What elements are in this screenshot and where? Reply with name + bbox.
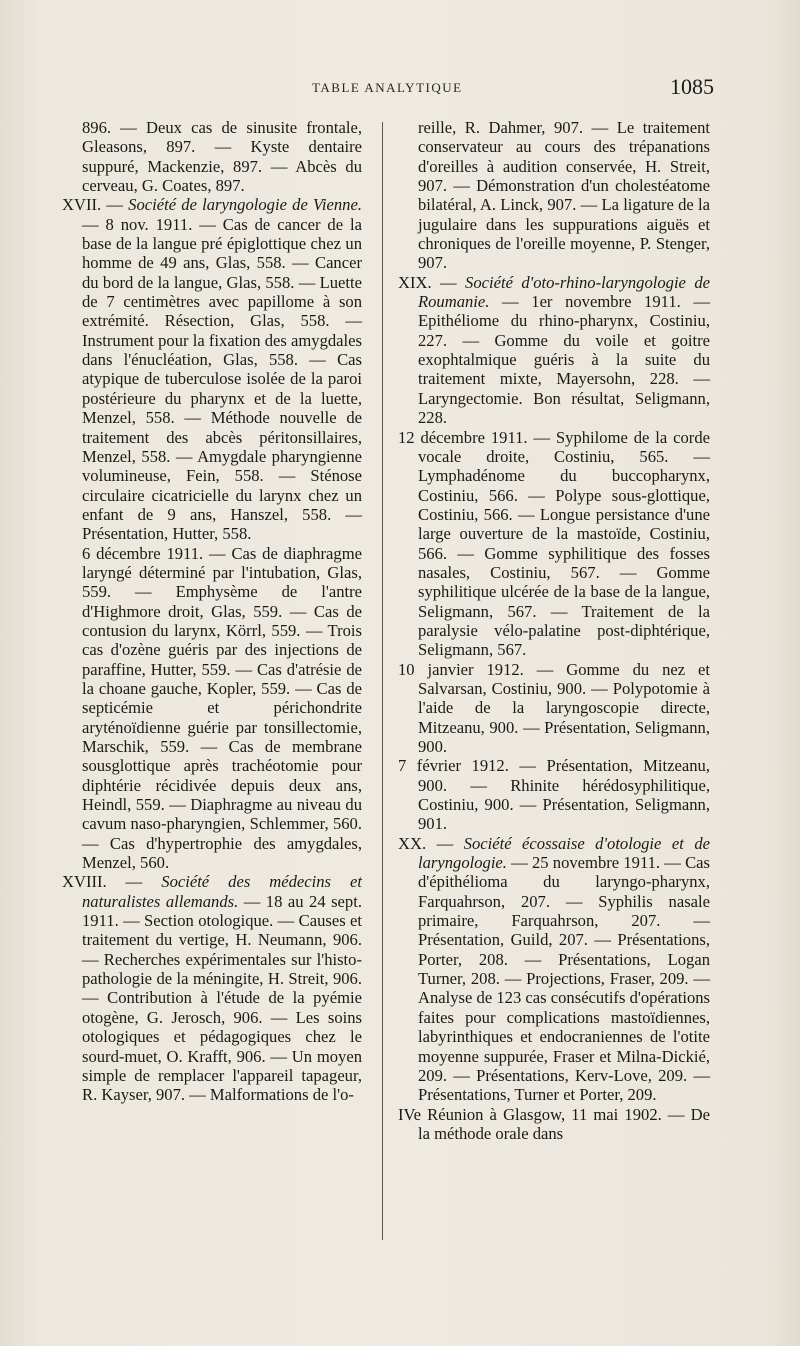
running-head: TABLE ANALYTIQUE bbox=[312, 80, 463, 95]
society-title: Société de laryngologie de Vienne. bbox=[128, 195, 362, 215]
index-entry: reille, R. Dahmer, 907. — Le traitement conservateur au cours des trépanations d'oreilles à audition conservée, H. Streit, 907. — Démonstration d'un cholestéatome bilatéral, A. Linck, 907. — La ligature de la jugulaire dans les suppurations aiguës et chroniques de l'oreille moyenne, P. Stenger, 907. bbox=[418, 118, 710, 273]
right-column bbox=[398, 118, 710, 1143]
index-entry: XIX. — Société d'oto-rhino-laryngologie de Roumanie. — 1er novembre 1911. — Epithéliome du rhino-pharynx, Costiniu, 227. — Gomme du voile et goitre exophtalmique guéris à la suite du traitement mixte, Mayersohn, 228. — Laryngectomie. Bon résultat, Seligmann, 228. bbox=[398, 272, 710, 428]
society-title: Société écossaise d'otologie et de laryngologie. bbox=[418, 833, 710, 873]
left-column bbox=[62, 118, 362, 1105]
society-title: Société d'oto-rhino-laryngologie de Roumanie. bbox=[418, 272, 710, 312]
index-entry: 7 février 1912. — Présentation, Mitzeanu, 900. — Rhinite hérédosyphilitique, Costiniu, 900. — Présentation, Seligmann, 901. bbox=[398, 756, 710, 834]
index-entry: XVII. — Société de laryngologie de Vienne. — 8 nov. 1911. — Cas de cancer de la base de la langue pré épiglottique chez un homme de 49 ans, Glas, 558. — Cancer du bord de la langue, Glas, 558. — Luette de 7 centimètres avec papillome à son extrémité. Résection, Glas, 558. — Instrument pour la fixation des amygdales dans l'énucléation, Glas, 558. — Cas atypique de tuberculose isolée de la paroi postérieure du pharynx et de la luette, Menzel, 558. — Méthode nouvelle de traitement des abcès péritonsillaires, Menzel, 558. — Amygdale pharyngienne volumineuse, Fein, 558. — Sténose circulaire cicatricielle du larynx chez un enfant de 9 ans, Hanszel, 558. — Présentation, Hutter, 558. bbox=[62, 195, 362, 544]
index-entry: XX. — Société écossaise d'otologie et de laryngologie. — 25 novembre 1911. — Cas d'épithélioma du laryngo-pharynx, Farquahrson, 207. — Syphilis nasale primaire, Farquahrson, 207. — Présentation, Guild, 207. — Présentations, Porter, 208. — Présentations, Logan Turner, 208. — Projections, Fraser, 209. — Analyse de 123 cas consécutifs d'opérations faites pour complications mastoïdiennes, labyrinthiques et endocraniennes de l'otite moyenne suppurée, Fraser et Milna-Dickié, 209. — Présentations, Kerv-Love, 209. — Présentations, Turner et Porter, 209. bbox=[398, 833, 710, 1105]
index-entry: 896. — Deux cas de sinusite frontale, Gleasons, 897. — Kyste dentaire suppuré, Mackenzie, 897. — Abcès du cerveau, G. Coates, 897. bbox=[82, 118, 362, 196]
index-entry: 6 décembre 1911. — Cas de diaphragme laryngé déterminé par l'intubation, Glas, 559. — Emphysème de l'antre d'Highmore droit, Glas, 559. — Cas de contusion du larynx, Körrl, 559. — Trois cas d'ozène guéris par des injections de paraffine, Hutter, 559. — Cas d'atrésie de la choane gauche, Kopler, 559. — Cas de septicémie et périchondrite aryténoïdienne guérie par tonsillectomie, Marschik, 559. — Cas de membrane sousglottique après trachéotomie pour diphtérie récidivée depuis deux ans, Heindl, 559. — Diaphragme au niveau du cavum naso-pharyngien, Schlemmer, 560. — Cas d'hypertrophie des amygdales, Menzel, 560. bbox=[82, 543, 362, 873]
society-title: Société des médecins et naturalistes allemands. bbox=[82, 872, 362, 911]
index-entry: 10 janvier 1912. — Gomme du nez et Salvarsan, Costiniu, 900. — Polypotomie à l'aide de la laryngoscopie directe, Mitzeanu, 900. — Présentation, Seligmann, 900. bbox=[398, 659, 710, 756]
index-entry: XVIII. — Société des médecins et naturalistes allemands. — 18 au 24 sept. 1911. — Section otologique. — Causes et traitement du vertige, H. Neumann, 906. — Recherches expérimentales sur l'histo-pathologie de la méningite, H. Streit, 906. — Contribution à l'étude de la pyémie otogène, G. Jerosch, 906. — Les soins otologiques et pédagogiques chez le sourd-muet, O. Krafft, 906. — Un moyen simple de remplacer l'appareil tapageur, R. Kayser, 907. — Malformations de l'o- bbox=[62, 872, 362, 1105]
index-entry: 12 décembre 1911. — Syphilome de la corde vocale droite, Costiniu, 565. — Lymphadénome du buccopharynx, Costiniu, 566. — Polype sous-glottique, Costiniu, 566. — Longue persistance d'une large ouverture de la mastoïde, Costiniu, 566. — Gomme syphilitique des fosses nasales, Costiniu, 567. — Gomme syphilitique ulcérée de la base de la langue, Seligmann, 567. — Traitement de la paralysie vélo-palatine post-diphtérique, Seligmann, 567. bbox=[398, 427, 710, 660]
column-divider bbox=[382, 122, 383, 1240]
page-number: 1085 bbox=[670, 74, 714, 99]
index-entry: IVe Réunion à Glasgow, 11 mai 1902. — De la méthode orale dans bbox=[398, 1104, 710, 1143]
page-header bbox=[0, 76, 800, 100]
